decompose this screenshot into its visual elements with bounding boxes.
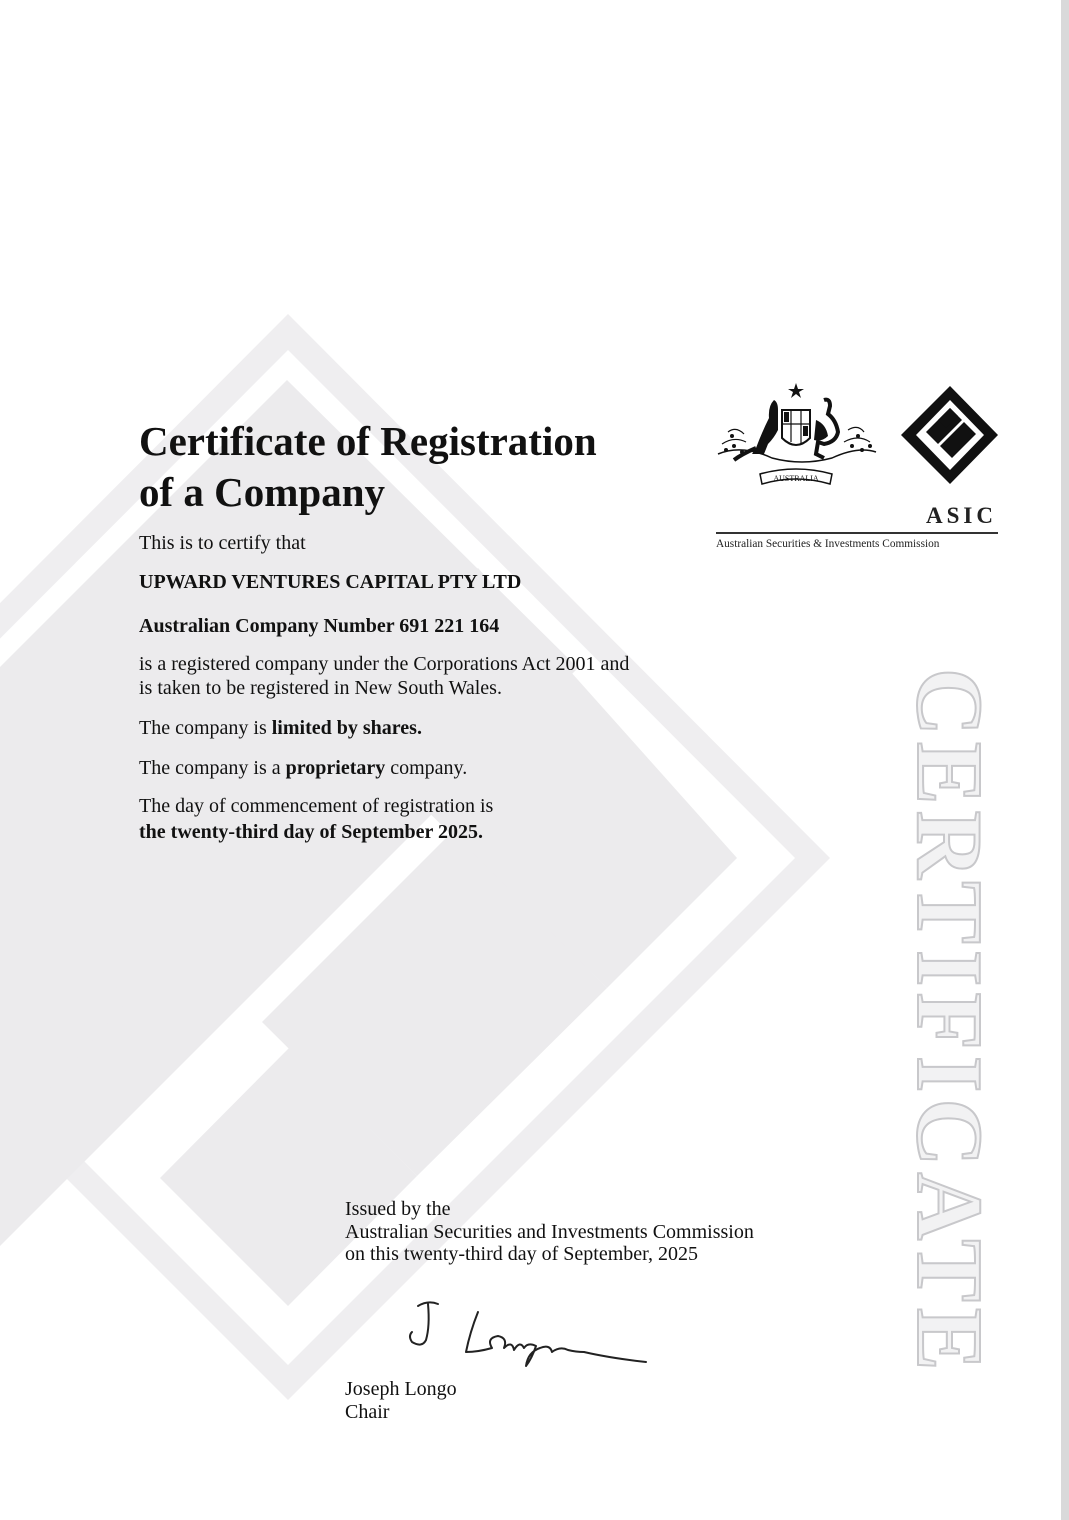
asic-diamond-icon (901, 386, 998, 484)
asic-wordmark: ASIC (926, 503, 997, 528)
registered-line-2: is taken to be registered in New South Wales. (139, 677, 502, 699)
type-value: proprietary (285, 757, 386, 779)
signatory-name: Joseph Longo (345, 1378, 457, 1400)
star-icon (788, 383, 804, 398)
issued-line-2: Australian Securities and Investments Commission (345, 1220, 754, 1243)
issued-line-3: on this twenty-third day of September, 2025 (345, 1243, 699, 1265)
commencement-line-2: the twenty-third day of September 2025. (139, 821, 484, 843)
certificate-title (139, 416, 597, 518)
handwritten-signature (400, 1296, 660, 1376)
coat-of-arms-logo (712, 380, 1002, 505)
type-suffix: company. (385, 757, 468, 779)
registered-line-1: is a registered company under the Corporations Act 2001 and (139, 653, 630, 675)
signatory-role: Chair (345, 1400, 390, 1423)
acn-line: Australian Company Number 691 221 164 (139, 615, 500, 637)
kangaroo-icon (752, 400, 778, 454)
issued-block (345, 1198, 754, 1266)
title-line-2: of a Company (139, 469, 386, 515)
issued-line-1: Issued by the (345, 1198, 451, 1220)
coat-of-arms-motto: AUSTRALIA (773, 474, 819, 483)
asic-rule (716, 532, 998, 534)
intro-text: This is to certify that (139, 532, 306, 554)
type-prefix: The company is a (139, 757, 286, 779)
limited-prefix: The company is (139, 717, 272, 739)
certificate-watermark: CERTIFICATE (897, 668, 1001, 1377)
commencement-line-1: The day of commencement of registration is (139, 795, 494, 817)
page-edge (1061, 0, 1069, 1520)
company-name: UPWARD VENTURES CAPITAL PTY LTD (139, 571, 522, 593)
company-type-statement (139, 756, 467, 780)
asic-full-name: Australian Securities & Investments Commission (716, 538, 940, 550)
signatory-block (345, 1378, 457, 1423)
limited-statement (139, 716, 422, 740)
limited-value: limited by shares. (271, 717, 422, 739)
title-line-1: Certificate of Registration (139, 418, 597, 464)
